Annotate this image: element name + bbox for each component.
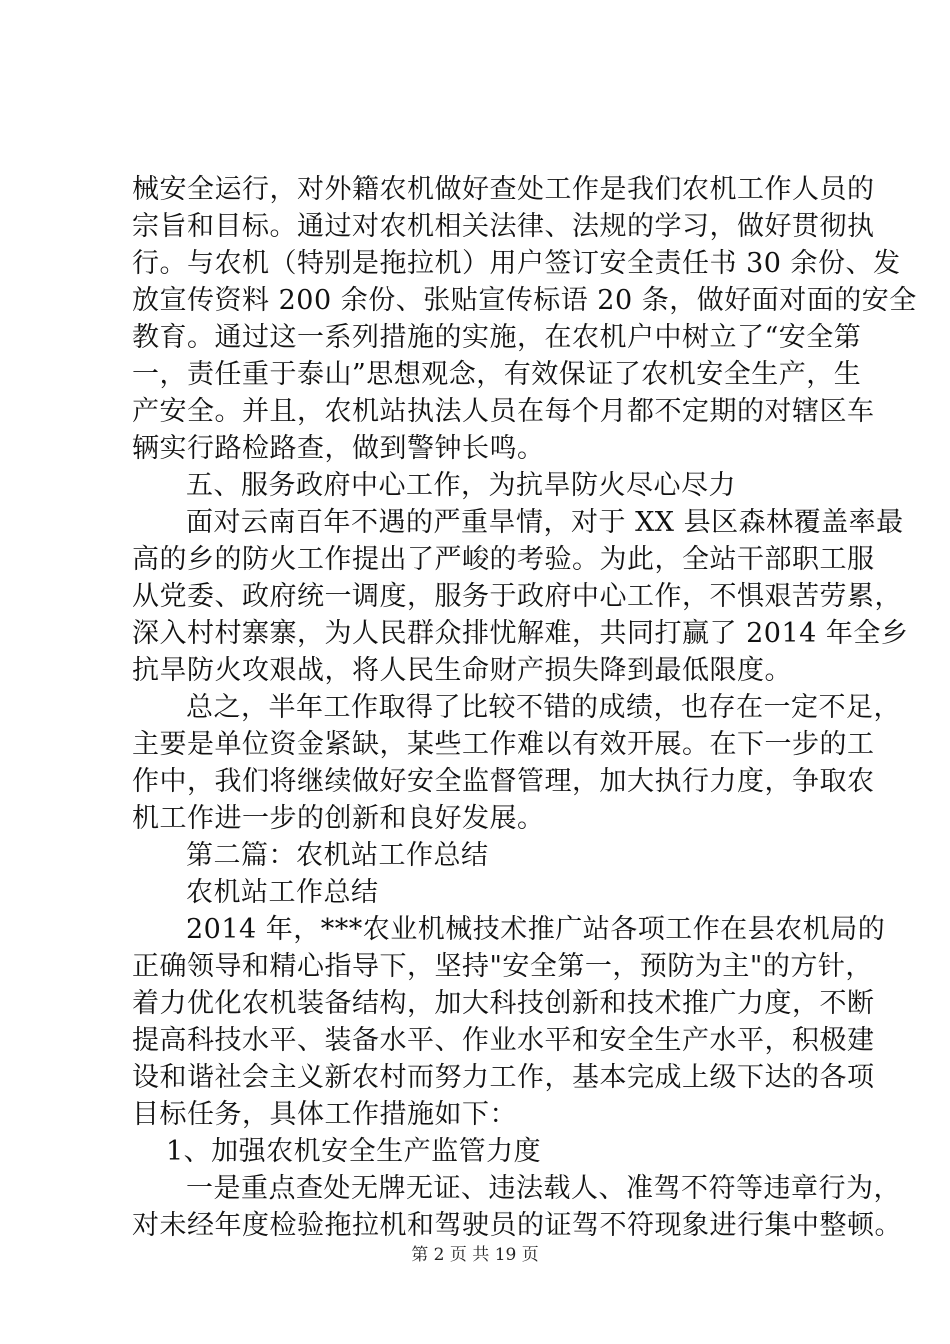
page-footer: 第 2 页 共 19 页	[411, 1245, 539, 1265]
text-line: 设和谐社会主义新农村而努力工作，基本完成上级下达的各项	[132, 1062, 875, 1093]
text-line: 2014 年，***农业机械技术推广站各项工作在县农机局的	[186, 914, 886, 945]
text-line: 提高科技水平、装备水平、作业水平和安全生产水平，积极建	[132, 1025, 875, 1056]
text-line: 行。与农机（特别是拖拉机）用户签订安全责任书 30 余份、发	[132, 248, 901, 279]
text-line: 正确领导和精心指导下，坚持"安全第一，预防为主"的方针，	[132, 951, 873, 982]
text-line: 作中，我们将继续做好安全监督管理，加大执行力度，争取农	[132, 766, 875, 797]
text-line: 深入村村寨寨，为人民群众排忧解难，共同打赢了 2014 年全乡	[132, 618, 909, 649]
text-line: 面对云南百年不遇的严重旱情，对于 XX 县区森林覆盖率最	[186, 507, 904, 538]
text-line: 放宣传资料 200 余份、张贴宣传标语 20 条，做好面对面的安全	[132, 285, 917, 316]
section-heading: 1、加强农机安全生产监管力度	[166, 1136, 542, 1167]
subtitle: 农机站工作总结	[186, 877, 379, 908]
text-line: 一是重点查处无牌无证、违法载人、准驾不符等违章行为，	[186, 1173, 901, 1204]
text-line: 抗旱防火攻艰战，将人民生命财产损失降到最低限度。	[132, 655, 792, 686]
text-line: 主要是单位资金紧缺，某些工作难以有效开展。在下一步的工	[132, 729, 875, 760]
text-line: 产安全。并且，农机站执法人员在每个月都不定期的对辖区车	[132, 396, 875, 427]
text-line: 从党委、政府统一调度，服务于政府中心工作，不惧艰苦劳累，	[132, 581, 902, 612]
text-line: 辆实行路检路查，做到警钟长鸣。	[132, 433, 545, 464]
chapter-heading: 第二篇：农机站工作总结	[186, 840, 489, 871]
text-line: 高的乡的防火工作提出了严峻的考验。为此，全站干部职工服	[132, 544, 875, 575]
text-line: 着力优化农机装备结构，加大科技创新和技术推广力度，不断	[132, 988, 875, 1019]
text-line: 一，责任重于泰山”思想观念，有效保证了农机安全生产，生	[132, 359, 862, 390]
text-line: 目标任务，具体工作措施如下：	[132, 1099, 517, 1130]
text-line: 教育。通过这一系列措施的实施，在农机户中树立了“安全第	[132, 322, 862, 353]
text-line: 对未经年度检验拖拉机和驾驶员的证驾不符现象进行集中整顿。	[132, 1210, 902, 1241]
text-line: 宗旨和目标。通过对农机相关法律、法规的学习，做好贯彻执	[132, 211, 875, 242]
text-line: 械安全运行，对外籍农机做好查处工作是我们农机工作人员的	[132, 174, 875, 205]
section-heading: 五、服务政府中心工作，为抗旱防火尽心尽力	[186, 470, 736, 501]
text-line: 机工作进一步的创新和良好发展。	[132, 803, 545, 834]
text-line: 总之，半年工作取得了比较不错的成绩，也存在一定不足，	[186, 692, 901, 723]
